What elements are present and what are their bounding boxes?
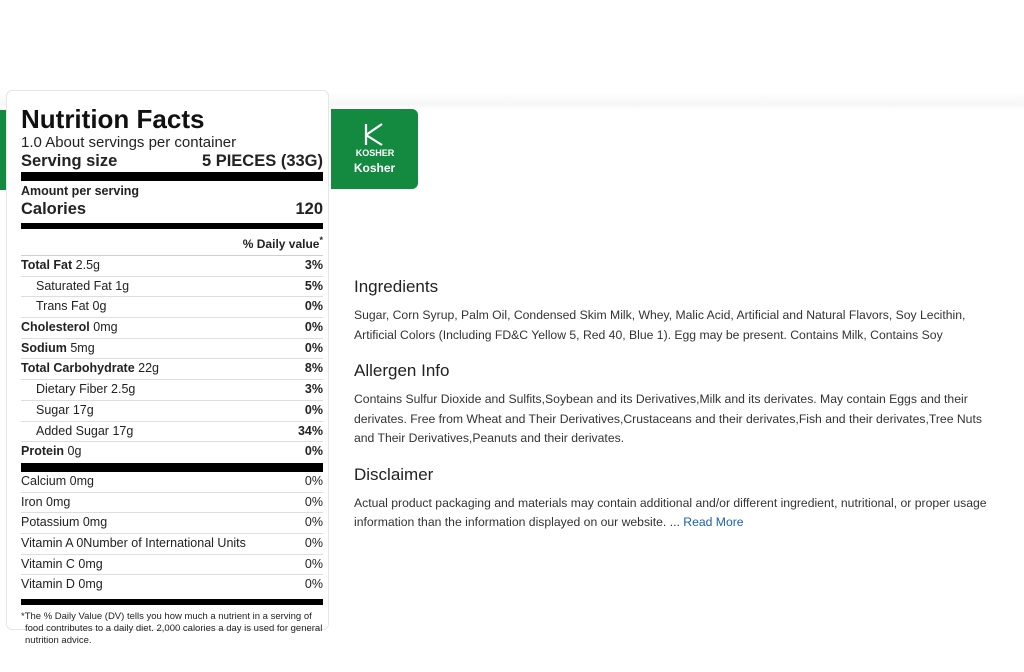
- nutrient-list: [21, 256, 323, 462]
- nutrient-percent: 34%: [297, 423, 323, 438]
- vitamin-percent: 0%: [304, 577, 323, 592]
- divider-thick: [21, 172, 323, 181]
- nutrient-name: Saturated Fat 1g: [36, 278, 130, 293]
- vitamin-name: Calcium 0mg: [21, 473, 94, 488]
- disclaimer-text: Actual product packaging and materials may contain additional and/or different ingredient, nutritional, or proper usage information than the information displayed on our website. ...: [354, 495, 987, 529]
- nutrient-name: Cholesterol 0mg: [21, 320, 118, 335]
- vitamin-name: Vitamin A 0Number of International Units: [21, 535, 246, 550]
- vitamin-percent: 0%: [304, 494, 323, 509]
- disclaimer-title: Disclaimer: [354, 464, 434, 484]
- daily-value-header: % Daily value*: [242, 235, 323, 251]
- kosher-logo-icon: [331, 121, 418, 159]
- vitamin-list: [21, 472, 323, 595]
- vitamin-row: [21, 512, 323, 533]
- nutrient-percent: 0%: [304, 299, 323, 314]
- allergen-title: Allergen Info: [354, 361, 450, 380]
- disclaimer-section: [354, 464, 994, 533]
- nutrient-percent: 3%: [304, 258, 323, 272]
- vitamin-row: [21, 574, 323, 595]
- nutrient-row: [21, 379, 323, 400]
- nutrient-name: Total Fat 2.5g: [21, 258, 100, 272]
- vitamin-name: Potassium 0mg: [21, 515, 108, 530]
- servings-per-container: 1.0 About servings per container: [21, 134, 237, 151]
- serving-size-label: Serving size: [21, 152, 118, 170]
- vitamin-row: [21, 472, 323, 492]
- nutrition-facts-title: Nutrition Facts: [21, 104, 205, 134]
- vitamin-percent: 0%: [304, 556, 323, 571]
- nutrient-row: [21, 256, 323, 276]
- nutrient-row: [21, 317, 323, 338]
- vitamin-name: Vitamin C 0mg: [21, 556, 103, 571]
- divider-thick: [21, 463, 323, 472]
- serving-size-value: 5 PIECES (33G): [201, 152, 323, 170]
- nutrient-percent: 0%: [304, 320, 323, 335]
- nutrient-name: Added Sugar 17g: [36, 423, 134, 438]
- vitamin-percent: 0%: [304, 515, 323, 530]
- nutrient-name: Trans Fat 0g: [36, 299, 107, 314]
- ingredients-section: [354, 276, 994, 345]
- nutrition-facts-panel: [6, 90, 329, 646]
- kosher-label: Kosher: [353, 161, 396, 175]
- allergen-text: Contains Sulfur Dioxide and Sulfits,Soybean and its Derivatives,Milk and its derivates. May contain Eggs and their derivates. Free from Wheat and Their Derivatives,Crustaceans and their derivates,Fish and their derivates,Tree Nuts and Their Derivatives,Peanuts and their derivates.: [354, 392, 982, 445]
- allergen-section: [354, 360, 994, 449]
- nutrient-row: [21, 358, 323, 379]
- kosher-badge: [331, 109, 418, 189]
- nutrient-name: Sugar 17g: [36, 402, 94, 417]
- vitamin-percent: 0%: [304, 473, 323, 488]
- disclaimer-body: [354, 494, 994, 533]
- nutrient-row: [21, 421, 323, 442]
- calories-label: Calories: [21, 200, 87, 218]
- nutrient-row: [21, 338, 323, 359]
- nutrient-name: Total Carbohydrate 22g: [21, 361, 160, 376]
- ingredients-text: Sugar, Corn Syrup, Palm Oil, Condensed Skim Milk, Whey, Malic Acid, Artificial and Natural Flavors, Soy Lecithin, Artificial Colors (Including FD&C Yellow 5, Red 40, Blue 1). Egg may be present. Contains Milk, Contains Soy: [354, 308, 966, 342]
- nutrient-percent: 0%: [304, 444, 323, 459]
- nutrient-name: Dietary Fiber 2.5g: [36, 382, 136, 397]
- daily-value-footnote: *The % Daily Value (DV) tells you how much a nutrient in a serving of food contributes to a daily diet. 2,000 calories a day is used for general nutrition advice.: [21, 611, 323, 646]
- serving-size-row: [21, 151, 323, 171]
- nutrient-row: [21, 276, 323, 297]
- product-details: [354, 276, 994, 548]
- divider-medium: [21, 223, 323, 229]
- nutrient-row: [21, 400, 323, 421]
- nutrient-row: [21, 296, 323, 317]
- nutrient-percent: 0%: [304, 340, 323, 355]
- nutrient-percent: 3%: [304, 382, 323, 397]
- vitamin-row: [21, 554, 323, 575]
- divider-medium: [21, 599, 323, 605]
- vitamin-row: [21, 492, 323, 513]
- nutrient-row: [21, 441, 323, 462]
- vitamin-name: Iron 0mg: [21, 494, 71, 509]
- nutrient-name: Protein 0g: [21, 444, 82, 459]
- nutrient-name: Sodium 5mg: [21, 340, 95, 355]
- nutrient-percent: 5%: [304, 278, 323, 293]
- amount-per-serving: Amount per serving: [21, 184, 140, 198]
- calories-value: 120: [295, 200, 323, 218]
- nutrient-percent: 8%: [304, 361, 323, 376]
- ingredients-title: Ingredients: [354, 277, 439, 296]
- read-more-link[interactable]: Read More: [683, 515, 744, 529]
- vitamin-name: Vitamin D 0mg: [21, 577, 103, 592]
- vitamin-percent: 0%: [304, 535, 323, 550]
- svg-text:KOSHER: KOSHER: [355, 148, 394, 158]
- calories-row: [21, 199, 323, 219]
- vitamin-row: [21, 533, 323, 554]
- nutrient-percent: 0%: [304, 402, 323, 417]
